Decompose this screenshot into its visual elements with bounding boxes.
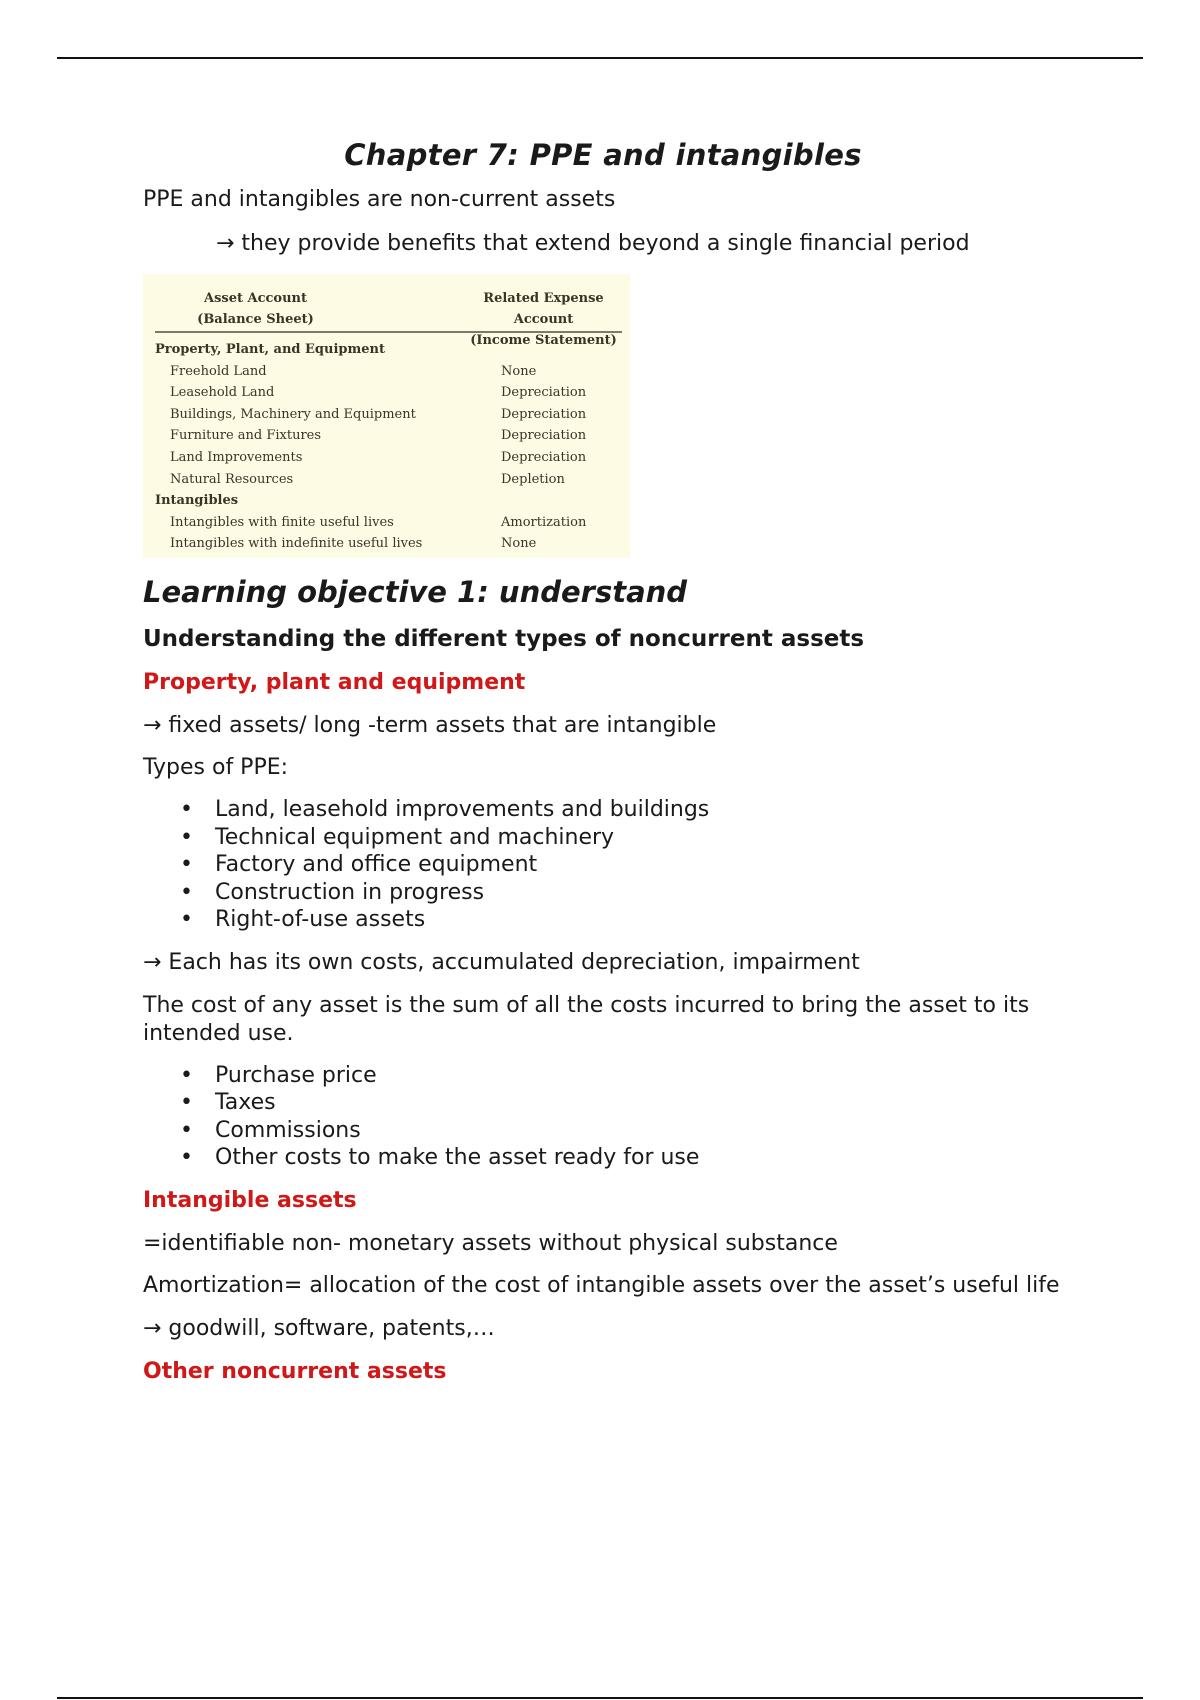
asset-expense-table-image (143, 274, 630, 558)
list-item-text: Commissions (215, 1117, 361, 1143)
table-row (143, 382, 630, 404)
bullet-icon: • (180, 1117, 193, 1143)
table-expense-cell: Depreciation (501, 406, 587, 422)
ppe-cost-note: The cost of any asset is the sum of all the costs incurred to bring the asset to its intended use. (143, 992, 1030, 1046)
learning-objective-heading: Learning objective 1: understand (143, 575, 688, 609)
table-expense-cell: None (501, 363, 537, 379)
table-row (143, 361, 630, 383)
bullet-icon: • (180, 824, 193, 850)
intangibles-heading: Intangible assets (143, 1187, 357, 1213)
ppe-heading: Property, plant and equipment (143, 670, 526, 695)
table-asset-cell: Furniture and Fixtures (170, 428, 322, 444)
table-asset-cell: Intangibles with finite useful lives (170, 514, 394, 530)
table-asset-cell: Buildings, Machinery and Equipment (170, 406, 416, 422)
table-expense-cell: Depletion (501, 471, 565, 487)
list-item-text: Purchase price (215, 1062, 377, 1088)
top-rule (57, 57, 1143, 59)
bottom-rule (57, 1697, 1143, 1699)
list-item (180, 1089, 1063, 1117)
table-asset-cell: Intangibles with indefinite useful lives (170, 536, 423, 552)
bullet-icon: • (180, 1062, 193, 1088)
table-row (143, 512, 630, 534)
table-header-rule (155, 331, 622, 333)
intangibles-definition: =identifiable non- monetary assets without physical substance (143, 1230, 838, 1256)
other-noncurrent-heading: Other noncurrent assets (143, 1358, 447, 1384)
table-asset-cell: Property, Plant, and Equipment (155, 342, 385, 357)
list-item (180, 906, 1063, 934)
table-row (143, 425, 630, 447)
bullet-icon: • (180, 1145, 193, 1170)
table-asset-cell: Freehold Land (170, 363, 267, 379)
table-group-row (143, 490, 630, 512)
ppe-types-list (143, 796, 1063, 934)
intangibles-examples: → goodwill, software, patents,… (143, 1315, 495, 1341)
table-row (143, 404, 630, 426)
page-title: Chapter 7: PPE and intangibles (344, 138, 862, 172)
bullet-icon: • (180, 1090, 193, 1115)
table-row (143, 533, 630, 555)
list-item (180, 879, 1063, 907)
bullet-icon: • (180, 852, 193, 877)
table-row (143, 447, 630, 469)
header-asset-line2: (Balance Sheet) (197, 312, 314, 327)
table-asset-cell: Land Improvements (170, 449, 303, 465)
table-asset-cell: Intangibles (155, 493, 239, 509)
header-asset-line1: Asset Account (203, 291, 308, 306)
list-item-text: Land, leasehold improvements and buildings (215, 797, 710, 822)
document-body (143, 138, 1063, 1387)
ppe-definition: → fixed assets/ long -term assets that are intangible (143, 713, 717, 738)
bullet-icon: • (180, 797, 193, 822)
table-row (143, 469, 630, 491)
header-expense-line2: (Income Statement) (470, 333, 617, 348)
list-item (180, 851, 1063, 879)
bullet-icon: • (180, 879, 193, 905)
ppe-types-label: Types of PPE: (143, 755, 289, 780)
table-asset-cell: Leasehold Land (170, 385, 275, 401)
list-item (180, 1144, 1063, 1172)
list-item-text: Construction in progress (215, 879, 485, 905)
list-item (180, 1062, 1063, 1090)
bullet-icon: • (180, 907, 193, 932)
list-item-text: Right-of-use assets (215, 907, 426, 932)
list-item-text: Technical equipment and machinery (215, 824, 615, 850)
amortization-definition: Amortization= allocation of the cost of intangible assets over the asset’s useful life (143, 1272, 1060, 1298)
table-rows (143, 339, 630, 555)
table-asset-cell: Natural Resources (170, 471, 294, 487)
table-group-row (143, 339, 630, 361)
section-subheading: Understanding the different types of noncurrent assets (143, 626, 865, 652)
table-expense-cell: Depreciation (501, 449, 587, 465)
list-item-text: Other costs to make the asset ready for use (215, 1145, 700, 1170)
table-expense-cell: Amortization (501, 514, 587, 530)
list-item (180, 1117, 1063, 1145)
table-expense-cell: None (501, 536, 537, 552)
ppe-each-note: → Each has its own costs, accumulated depreciation, impairment (143, 949, 860, 975)
list-item-text: Factory and office equipment (215, 852, 538, 877)
cost-items-list (143, 1062, 1063, 1172)
list-item (180, 824, 1063, 852)
intro-arrow-text: → they provide benefits that extend beyond a single financial period (216, 231, 970, 256)
header-expense-line1: Related Expense Account (483, 291, 604, 327)
header-asset-account (163, 288, 348, 330)
list-item (180, 796, 1063, 824)
table-expense-cell: Depreciation (501, 385, 587, 401)
intro-text: PPE and intangibles are non-current assets (143, 187, 616, 212)
list-item-text: Taxes (215, 1090, 276, 1115)
table-expense-cell: Depreciation (501, 428, 587, 444)
